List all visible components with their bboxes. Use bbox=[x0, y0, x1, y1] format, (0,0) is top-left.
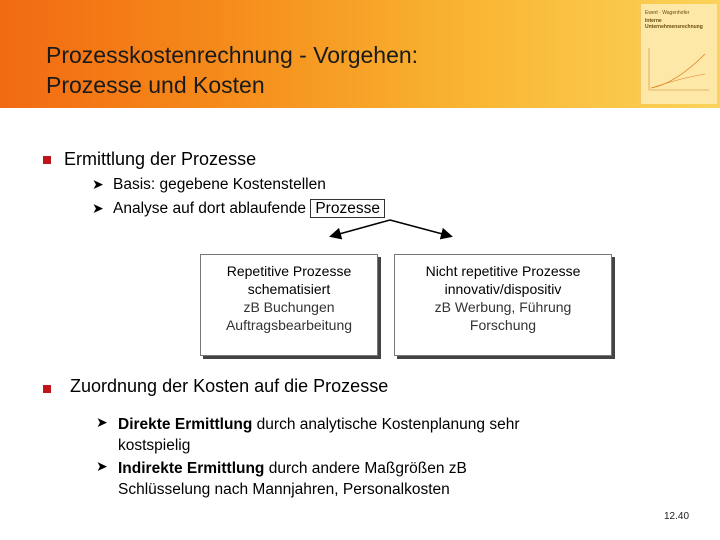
non-repetitive-line-4: Forschung bbox=[469, 317, 537, 333]
repetitive-line-3: zB Buchungen bbox=[243, 299, 335, 315]
repetitive-processes-box bbox=[200, 254, 378, 356]
section2-bullet-2 bbox=[118, 458, 598, 500]
non-repetitive-line-3: zB Werbung, Führung bbox=[434, 299, 572, 315]
repetitive-line-4: Auftragsbearbeitung bbox=[225, 317, 353, 333]
non-repetitive-line-1: Nicht repetitive Prozesse bbox=[425, 263, 581, 279]
processes-boxed-label: Prozesse bbox=[310, 199, 385, 218]
section2-bullet-2-cont: Schlüsselung nach Mannjahren, Personalkosten bbox=[118, 481, 450, 498]
slide-title bbox=[46, 40, 418, 100]
book-title-line-1: Interne bbox=[645, 18, 662, 24]
title-line-2: Prozesse und Kosten bbox=[46, 72, 265, 98]
repetitive-line-2: schematisiert bbox=[247, 281, 331, 297]
book-author: Ewert · Wagenhofer bbox=[645, 10, 690, 16]
book-cover-image bbox=[640, 4, 717, 104]
book-title-line-2: Unternehmensrechnung bbox=[645, 24, 703, 30]
section2-bullet-1 bbox=[118, 414, 598, 456]
double-arrow-connector-icon bbox=[300, 214, 480, 254]
section1-bullet-2-text: Analyse auf dort ablaufende bbox=[113, 200, 307, 217]
section2-bullet-2-text: durch andere Maßgrößen zB bbox=[264, 460, 467, 477]
section2-bullet-1-text: durch analytische Kostenplanung sehr bbox=[252, 416, 520, 433]
bullet-square-icon bbox=[43, 156, 51, 164]
indirect-determination-label: Indirekte Ermittlung bbox=[118, 460, 265, 477]
non-repetitive-processes-box bbox=[394, 254, 612, 356]
title-line-1: Prozesskostenrechnung - Vorgehen: bbox=[46, 42, 419, 68]
bullet-arrow-icon: ➤ bbox=[96, 414, 108, 430]
non-repetitive-line-2: innovativ/dispositiv bbox=[444, 281, 562, 297]
book-chart-graphic bbox=[645, 44, 713, 94]
repetitive-line-1: Repetitive Prozesse bbox=[226, 263, 352, 279]
page-number: 12.40 bbox=[664, 511, 690, 522]
section1-bullet-1: Basis: gegebene Kostenstellen bbox=[113, 176, 326, 193]
bullet-square-icon bbox=[43, 385, 51, 393]
direct-determination-label: Direkte Ermittlung bbox=[118, 416, 253, 433]
bullet-arrow-icon: ➤ bbox=[96, 458, 108, 474]
section2-bullet-1-cont: kostspielig bbox=[118, 437, 191, 454]
section2-heading: Zuordnung der Kosten auf die Prozesse bbox=[70, 376, 389, 396]
section1-heading: Ermittlung der Prozesse bbox=[64, 149, 257, 169]
bullet-arrow-icon: ➤ bbox=[92, 200, 104, 216]
bullet-arrow-icon: ➤ bbox=[92, 176, 104, 192]
